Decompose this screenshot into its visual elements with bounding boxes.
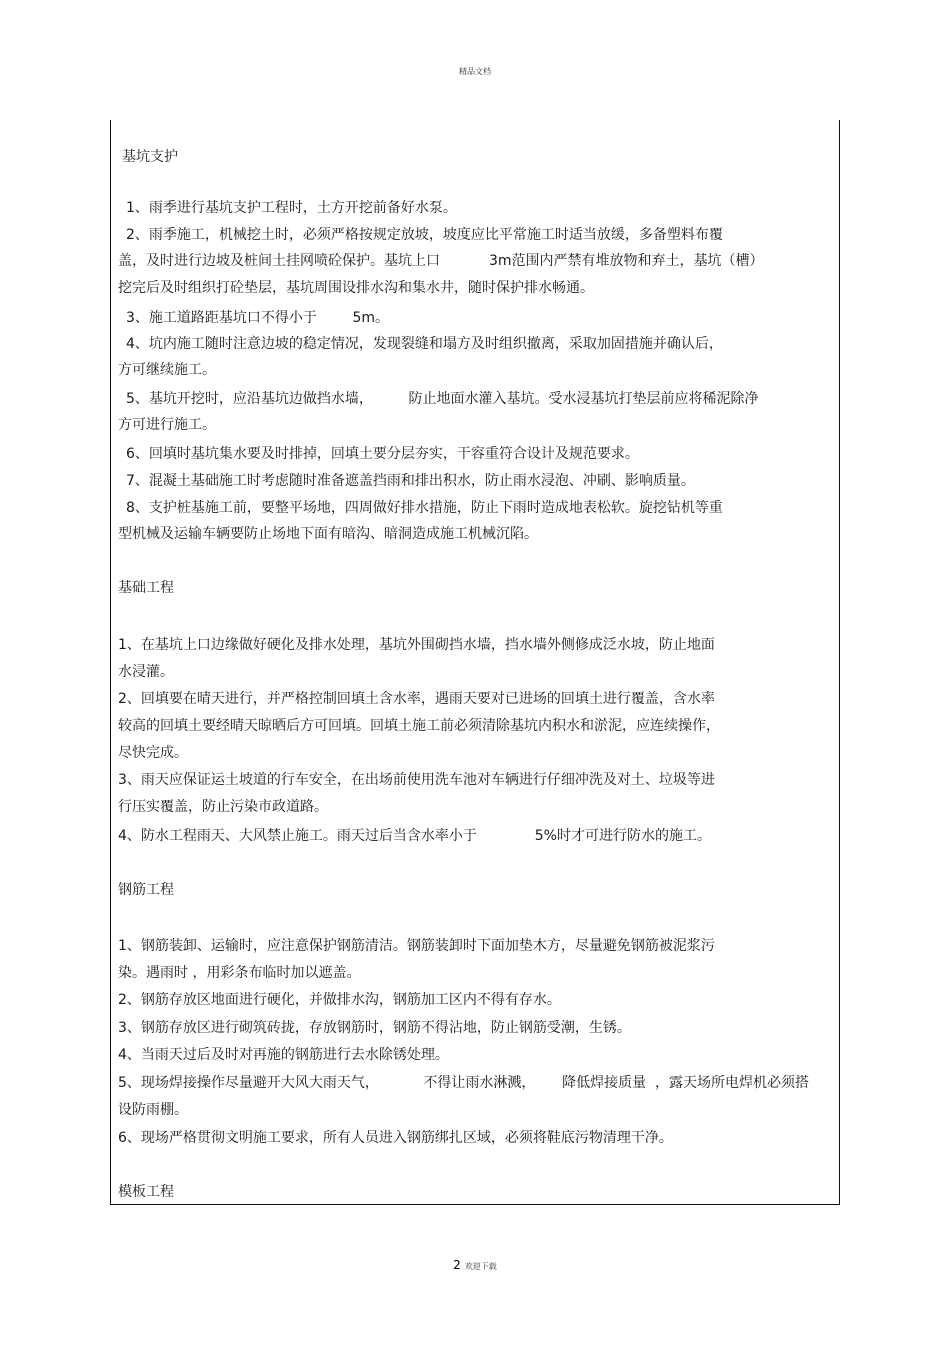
paragraph: 1、雨季进行基坑支护工程时，土方开挖前备好水泵。 — [126, 200, 457, 216]
paragraph: 1、在基坑上口边缘做好硬化及排水处理，基坑外围砌挡水墙，挡水墙外侧修成泛水坡，防止地面 — [118, 637, 715, 653]
paragraph: 染。遇雨时 ，用彩条布临时加以遮盖。 — [118, 965, 361, 981]
paragraph: 水浸灌。 — [118, 664, 174, 680]
paragraph: 挖完后及时组织打砼垫层，基坑周围设排水沟和集水井，随时保护排水畅通。 — [118, 280, 594, 296]
paragraph: 盖，及时进行边坡及桩间土挂网喷砼保护。基坑上口 3m范围内严禁有堆放物和弃土，基坑（槽） — [118, 253, 764, 269]
paragraph: 7、混凝土基础施工时考虑随时准备遮盖挡雨和排出积水，防止雨水浸泡、冲刷、影响质量。 — [126, 473, 695, 489]
paragraph: 较高的回填土要经晴天晾晒后方可回填。回填土施工前必须清除基坑内积水和淤泥，应连续操作， — [118, 718, 720, 734]
paragraph: 6、回填时基坑集水要及时排掉，回填土要分层夯实，干容重符合设计及规范要求。 — [126, 446, 639, 462]
paragraph: 3、施工道路距基坑口不得小于 5m。 — [126, 310, 390, 326]
paragraph: 2、回填要在晴天进行，并严格控制回填土含水率，遇雨天要对已进场的回填土进行覆盖，含水率 — [118, 691, 715, 707]
paragraph: 行压实覆盖，防止污染市政道路。 — [118, 799, 328, 815]
paragraph: 6、现场严格贯彻文明施工要求，所有人员进入钢筋绑扎区域，必须将鞋底污物清理干净。 — [118, 1130, 673, 1146]
paragraph: 1、钢筋装卸、运输时，应注意保护钢筋清洁。钢筋装卸时下面加垫木方，尽量避免钢筋被泥浆污 — [118, 938, 715, 954]
paragraph: 型机械及运输车辆要防止场地下面有暗沟、暗洞造成施工机械沉陷。 — [118, 526, 538, 542]
page-footer — [0, 1258, 950, 1272]
paragraph: 5、基坑开挖时，应沿基坑边做挡水墙， 防止地面水灌入基坑。受水浸基坑打垫层前应将稀泥除净 — [126, 391, 759, 407]
paragraph: 4、当雨天过后及时对再施的钢筋进行去水除锈处理。 — [118, 1047, 449, 1063]
section-title: 基础工程 — [118, 580, 174, 596]
section-title: 基坑支护 — [122, 149, 178, 165]
page-header: 精品文档 — [459, 67, 491, 76]
page-number: 2 — [453, 1258, 461, 1272]
paragraph: 2、钢筋存放区地面进行硬化，并做排水沟，钢筋加工区内不得有存水。 — [118, 992, 561, 1008]
paragraph: 尽快完成。 — [118, 745, 188, 761]
section-title: 模板工程 — [118, 1184, 174, 1200]
footer-text: 欢迎下载 — [464, 1262, 497, 1271]
paragraph: 设防雨棚。 — [118, 1102, 188, 1118]
paragraph: 方可继续施工。 — [118, 362, 216, 378]
paragraph: 8、支护桩基施工前，要整平场地，四周做好排水措施，防止下雨时造成地表松软。旋挖钻机等重 — [126, 500, 723, 516]
paragraph: 3、雨天应保证运土坡道的行车安全，在出场前使用洗车池对车辆进行仔细冲洗及对土、垃圾等进 — [118, 772, 715, 788]
paragraph: 4、防水工程雨天、大风禁止施工。雨天过后当含水率小于 5%时才可进行防水的施工。 — [118, 828, 711, 844]
paragraph: 方可进行施工。 — [118, 417, 216, 433]
paragraph: 2、雨季施工，机械挖土时，必须严格按规定放坡，坡度应比平常施工时适当放缓，多备塑料布覆 — [126, 227, 723, 243]
section-title: 钢筋工程 — [118, 882, 174, 898]
paragraph: 3、钢筋存放区进行砌筑砖拢，存放钢筋时，钢筋不得沾地，防止钢筋受潮，生锈。 — [118, 1020, 631, 1036]
paragraph: 4、坑内施工随时注意边坡的稳定情况，发现裂缝和塌方及时组织撤离，采取加固措施并确认后， — [126, 336, 723, 352]
paragraph: 5、现场焊接操作尽量避开大风大雨天气， 不得让雨水淋溅， 降低焊接质量 ，露天场所电焊机必须搭 — [118, 1075, 810, 1091]
